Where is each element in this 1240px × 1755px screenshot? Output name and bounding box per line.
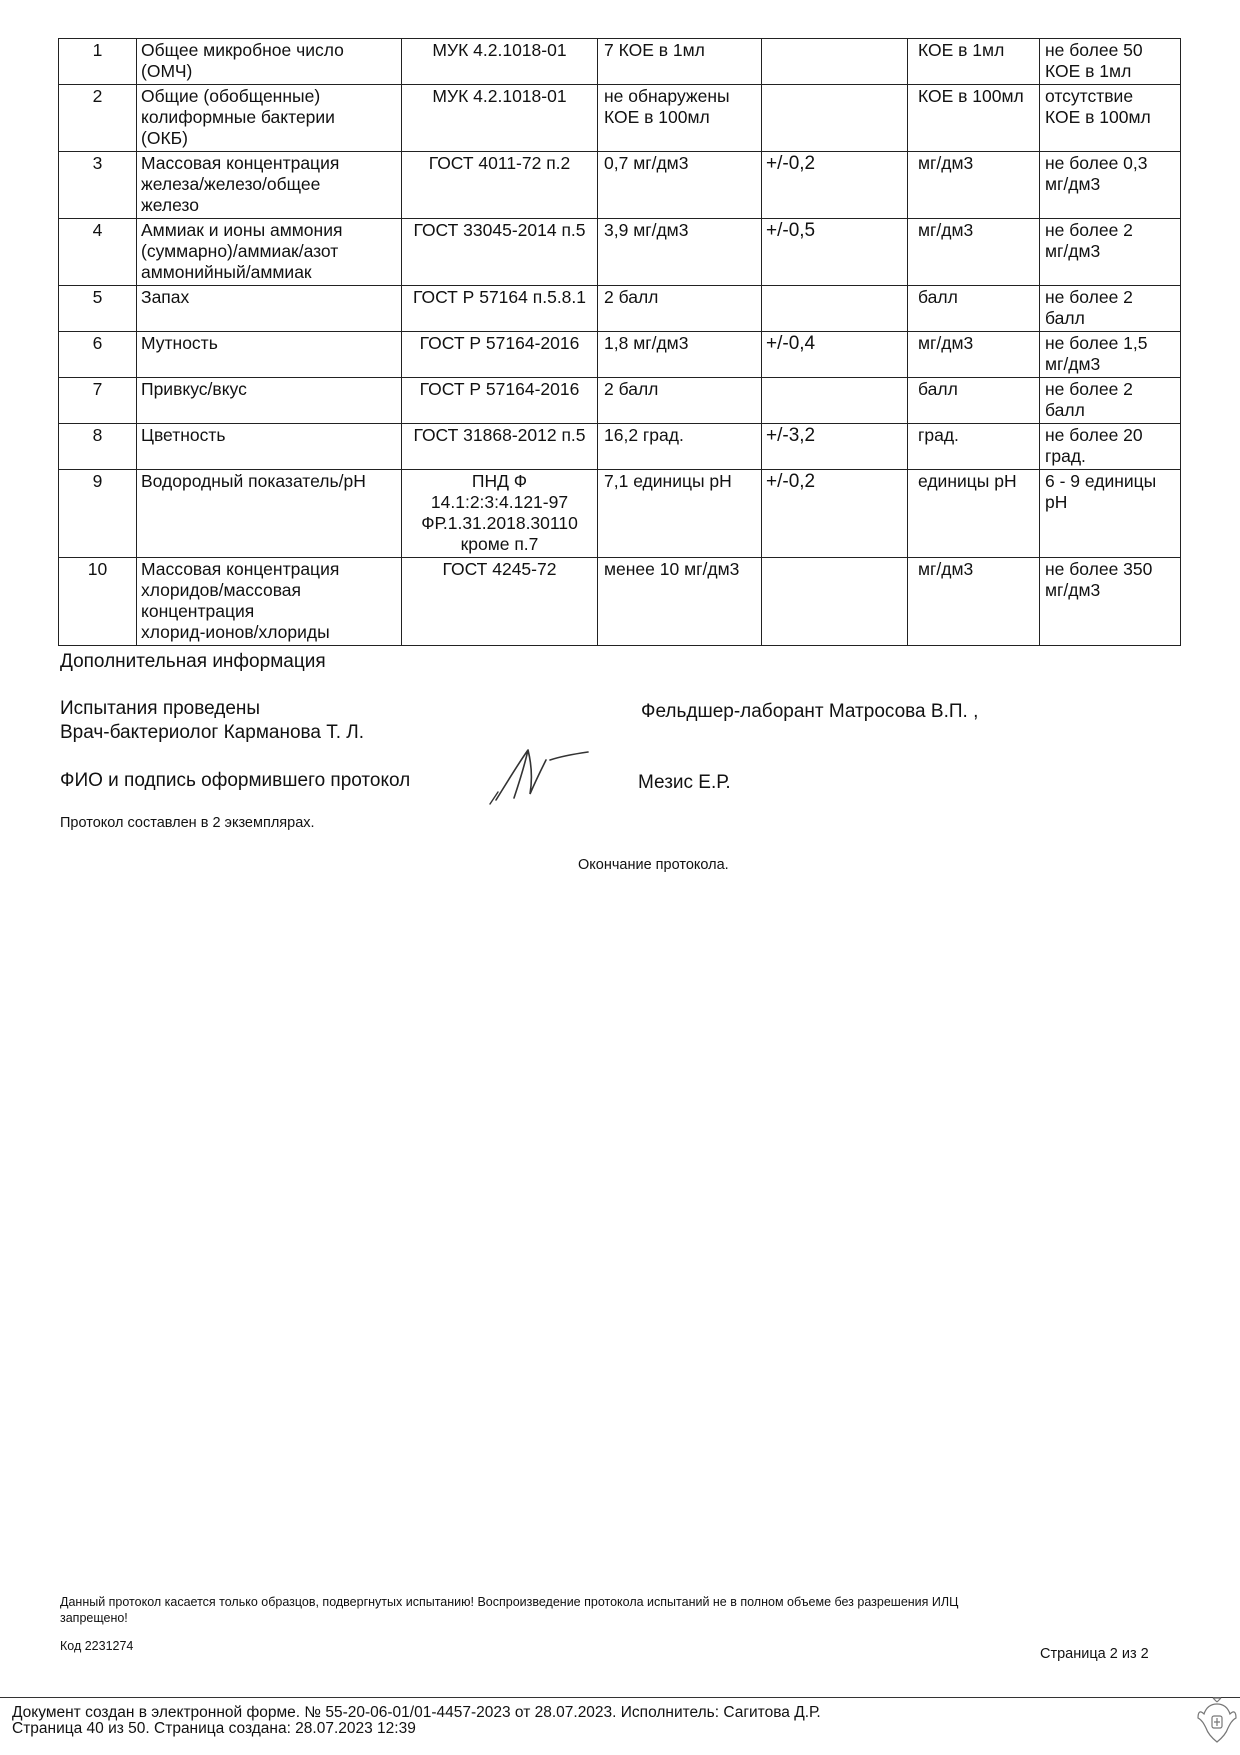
indicator-cell-line: концентрация (141, 601, 255, 621)
unit-cell (908, 558, 1040, 646)
result-value-cell (598, 286, 762, 332)
uncertainty-cell (762, 378, 908, 424)
table-row (59, 378, 1181, 424)
unit-cell (908, 152, 1040, 219)
result-value-cell (598, 152, 762, 219)
result-value-cell-line: не обнаружены (604, 86, 730, 106)
result-value-cell (598, 332, 762, 378)
norm-cell (1040, 39, 1181, 85)
indicator-cell (137, 39, 402, 85)
method-cell (402, 85, 598, 152)
row-number-line: 7 (92, 379, 103, 399)
uncertainty-cell-line: +/-0,2 (766, 153, 816, 174)
indicator-cell-line: аммонийный/аммиак (141, 262, 312, 282)
indicator-cell-line: Общее микробное число (141, 40, 344, 60)
table-row (59, 558, 1181, 646)
footer-divider (0, 1697, 1240, 1698)
table-row (59, 39, 1181, 85)
result-value-cell (598, 378, 762, 424)
uncertainty-cell (762, 286, 908, 332)
method-cell-line: ГОСТ 4011-72 п.2 (428, 153, 571, 173)
unit-cell (908, 332, 1040, 378)
norm-cell-line: не более 50 (1045, 40, 1143, 60)
result-value-cell (598, 558, 762, 646)
indicator-cell-line: Массовая концентрация (141, 153, 340, 173)
method-cell (402, 424, 598, 470)
row-number (59, 85, 137, 152)
result-value-cell (598, 85, 762, 152)
indicator-cell-line: хлоридов/массовая (141, 580, 302, 600)
norm-cell-line: 6 - 9 единицы (1045, 471, 1157, 491)
uncertainty-cell (762, 152, 908, 219)
result-value-cell-line: менее 10 мг/дм3 (604, 559, 740, 579)
row-number-line: 6 (92, 333, 103, 353)
unit-cell-line: град. (918, 425, 959, 445)
indicator-cell (137, 378, 402, 424)
result-value-cell-line: 0,7 мг/дм3 (604, 153, 689, 173)
norm-cell-line: мг/дм3 (1045, 580, 1101, 600)
indicator-cell-line: колиформные бактерии (141, 107, 335, 127)
indicator-cell-line: хлорид-ионов/хлориды (141, 622, 330, 642)
uncertainty-cell (762, 470, 908, 558)
unit-cell (908, 85, 1040, 152)
method-cell-line: ГОСТ Р 57164 п.5.8.1 (412, 287, 587, 307)
disclaimer-line-2: запрещено! (60, 1611, 128, 1625)
row-number (59, 558, 137, 646)
indicator-cell-line: Запах (141, 287, 190, 307)
handwritten-signature (488, 744, 598, 806)
signoff-name: Мезис Е.Р. (638, 772, 731, 793)
uncertainty-cell-line: +/-3,2 (766, 425, 816, 446)
row-number-line: 3 (92, 153, 103, 173)
unit-cell-line: мг/дм3 (918, 220, 974, 240)
method-cell-line: ФР.1.31.2018.30110 (421, 513, 578, 533)
method-cell-line: ГОСТ Р 57164-2016 (419, 379, 580, 399)
uncertainty-cell (762, 424, 908, 470)
norm-cell-line: отсутствие (1045, 86, 1134, 106)
result-value-cell-line: 2 балл (604, 287, 659, 307)
norm-cell-line: не более 2 (1045, 220, 1133, 240)
indicator-cell (137, 558, 402, 646)
indicator-cell-line: железа/железо/общее (141, 174, 321, 194)
result-value-cell (598, 39, 762, 85)
norm-cell (1040, 378, 1181, 424)
footer-line-1: Документ создан в электронной форме. № 55-20-06-01/01-4457-2023 от 28.07.2023. Исполнитель: Сагитова Д.Р. (12, 1704, 821, 1721)
unit-cell-line: мг/дм3 (918, 153, 974, 173)
norm-cell-line: не более 0,3 (1045, 153, 1148, 173)
row-number (59, 424, 137, 470)
result-value-cell-line: 7 КОЕ в 1мл (604, 40, 705, 60)
results-table (58, 38, 1181, 646)
norm-cell-line: не более 1,5 (1045, 333, 1148, 353)
norm-cell-line: балл (1045, 400, 1085, 420)
method-cell-line: 14.1:2:3:4.121-97 (430, 492, 569, 512)
indicator-cell (137, 332, 402, 378)
result-value-cell-line: 7,1 единицы pH (604, 471, 732, 491)
result-value-cell (598, 424, 762, 470)
page-number-label: Страница 2 из 2 (1040, 1646, 1149, 1662)
unit-cell (908, 286, 1040, 332)
unit-cell (908, 378, 1040, 424)
table-row (59, 219, 1181, 286)
method-cell (402, 558, 598, 646)
method-cell (402, 152, 598, 219)
norm-cell (1040, 85, 1181, 152)
unit-cell (908, 424, 1040, 470)
end-of-protocol-note: Окончание протокола. (578, 857, 729, 873)
additional-info-heading: Дополнительная информация (60, 651, 326, 672)
row-number (59, 378, 137, 424)
copies-note: Протокол составлен в 2 экземплярах. (60, 815, 315, 831)
indicator-cell-line: (суммарно)/аммиак/азот (141, 241, 339, 261)
norm-cell-line: не более 20 (1045, 425, 1143, 445)
row-number-line: 10 (87, 559, 108, 579)
table-row (59, 332, 1181, 378)
indicator-cell-line: Массовая концентрация (141, 559, 340, 579)
result-value-cell (598, 219, 762, 286)
method-cell-line: МУК 4.2.1018-01 (432, 86, 567, 106)
uncertainty-cell (762, 219, 908, 286)
indicator-cell (137, 219, 402, 286)
uncertainty-cell-line: +/-0,4 (766, 333, 816, 354)
results-table-body (59, 39, 1181, 646)
method-cell-line: кроме п.7 (460, 534, 539, 554)
norm-cell-line: не более 2 (1045, 379, 1133, 399)
row-number-line: 4 (92, 220, 103, 240)
uncertainty-cell-line: +/-0,5 (766, 220, 816, 241)
footer-line-2: Страница 40 из 50. Страница создана: 28.07.2023 12:39 (12, 1720, 416, 1737)
norm-cell-line: мг/дм3 (1045, 241, 1101, 261)
disclaimer-line-1: Данный протокол касается только образцов, подвергнутых испытанию! Воспроизведение протокола испытаний не в полном объеме без разрешения ИЛЦ (60, 1595, 959, 1609)
method-cell (402, 286, 598, 332)
norm-cell-line: КОЕ в 1мл (1045, 61, 1132, 81)
tests-heading: Испытания проведены (60, 698, 261, 719)
row-number (59, 470, 137, 558)
row-number (59, 219, 137, 286)
indicator-cell (137, 470, 402, 558)
row-number (59, 152, 137, 219)
uncertainty-cell-line: +/-0,2 (766, 471, 816, 492)
table-row (59, 85, 1181, 152)
method-cell (402, 378, 598, 424)
norm-cell-line: град. (1045, 446, 1086, 466)
indicator-cell-line: (ОМЧ) (141, 61, 193, 81)
indicator-cell-line: железо (141, 195, 199, 215)
table-row (59, 152, 1181, 219)
row-number-line: 8 (92, 425, 103, 445)
indicator-cell (137, 424, 402, 470)
norm-cell (1040, 470, 1181, 558)
bacteriologist-name: Врач-бактериолог Карманова Т. Л. (60, 722, 365, 743)
row-number-line: 9 (92, 471, 103, 491)
indicator-cell-line: Общие (обобщенные) (141, 86, 321, 106)
uncertainty-cell (762, 39, 908, 85)
method-cell (402, 219, 598, 286)
row-number (59, 332, 137, 378)
unit-cell-line: КОЕ в 100мл (918, 86, 1024, 106)
state-emblem-icon (1196, 1696, 1238, 1746)
method-cell (402, 39, 598, 85)
signoff-label: ФИО и подпись оформившего протокол (60, 770, 411, 791)
norm-cell (1040, 332, 1181, 378)
result-value-cell-line: 16,2 град. (604, 425, 684, 445)
indicator-cell-line: Цветность (141, 425, 226, 445)
indicator-cell (137, 85, 402, 152)
norm-cell-line: мг/дм3 (1045, 174, 1101, 194)
result-value-cell-line: КОЕ в 100мл (604, 107, 710, 127)
method-cell-line: ГОСТ Р 57164-2016 (419, 333, 580, 353)
norm-cell (1040, 424, 1181, 470)
row-number-line: 1 (92, 40, 103, 60)
unit-cell-line: балл (918, 287, 958, 307)
method-cell-line: ГОСТ 4245-72 (442, 559, 557, 579)
norm-cell-line: pH (1045, 492, 1068, 512)
row-number-line: 5 (92, 287, 103, 307)
method-cell-line: МУК 4.2.1018-01 (432, 40, 567, 60)
table-row (59, 424, 1181, 470)
norm-cell (1040, 558, 1181, 646)
norm-cell-line: не более 2 (1045, 287, 1133, 307)
norm-cell (1040, 286, 1181, 332)
result-value-cell (598, 470, 762, 558)
indicator-cell (137, 152, 402, 219)
unit-cell-line: КОЕ в 1мл (918, 40, 1005, 60)
result-value-cell-line: 1,8 мг/дм3 (604, 333, 689, 353)
method-cell-line: ГОСТ 33045-2014 п.5 (413, 220, 586, 240)
method-cell (402, 470, 598, 558)
method-cell-line: ПНД Ф (471, 471, 528, 491)
table-row (59, 470, 1181, 558)
indicator-cell-line: Привкус/вкус (141, 379, 247, 399)
norm-cell-line: мг/дм3 (1045, 354, 1101, 374)
unit-cell (908, 470, 1040, 558)
indicator-cell-line: (ОКБ) (141, 128, 188, 148)
uncertainty-cell (762, 85, 908, 152)
norm-cell-line: балл (1045, 308, 1085, 328)
uncertainty-cell (762, 332, 908, 378)
row-number (59, 286, 137, 332)
unit-cell (908, 219, 1040, 286)
row-number (59, 39, 137, 85)
unit-cell-line: балл (918, 379, 958, 399)
lab-assistant-name: Фельдшер-лаборант Матросова В.П. , (641, 701, 979, 722)
indicator-cell-line: Мутность (141, 333, 218, 353)
indicator-cell (137, 286, 402, 332)
unit-cell-line: единицы pH (918, 471, 1017, 491)
norm-cell (1040, 152, 1181, 219)
table-row (59, 286, 1181, 332)
row-number-line: 2 (92, 86, 103, 106)
document-code: Код 2231274 (60, 1639, 134, 1653)
norm-cell-line: не более 350 (1045, 559, 1153, 579)
indicator-cell-line: Аммиак и ионы аммония (141, 220, 343, 240)
result-value-cell-line: 2 балл (604, 379, 659, 399)
unit-cell-line: мг/дм3 (918, 333, 974, 353)
method-cell-line: ГОСТ 31868-2012 п.5 (413, 425, 586, 445)
uncertainty-cell (762, 558, 908, 646)
indicator-cell-line: Водородный показатель/рН (141, 471, 366, 491)
unit-cell (908, 39, 1040, 85)
norm-cell (1040, 219, 1181, 286)
norm-cell-line: КОЕ в 100мл (1045, 107, 1151, 127)
result-value-cell-line: 3,9 мг/дм3 (604, 220, 689, 240)
method-cell (402, 332, 598, 378)
unit-cell-line: мг/дм3 (918, 559, 974, 579)
